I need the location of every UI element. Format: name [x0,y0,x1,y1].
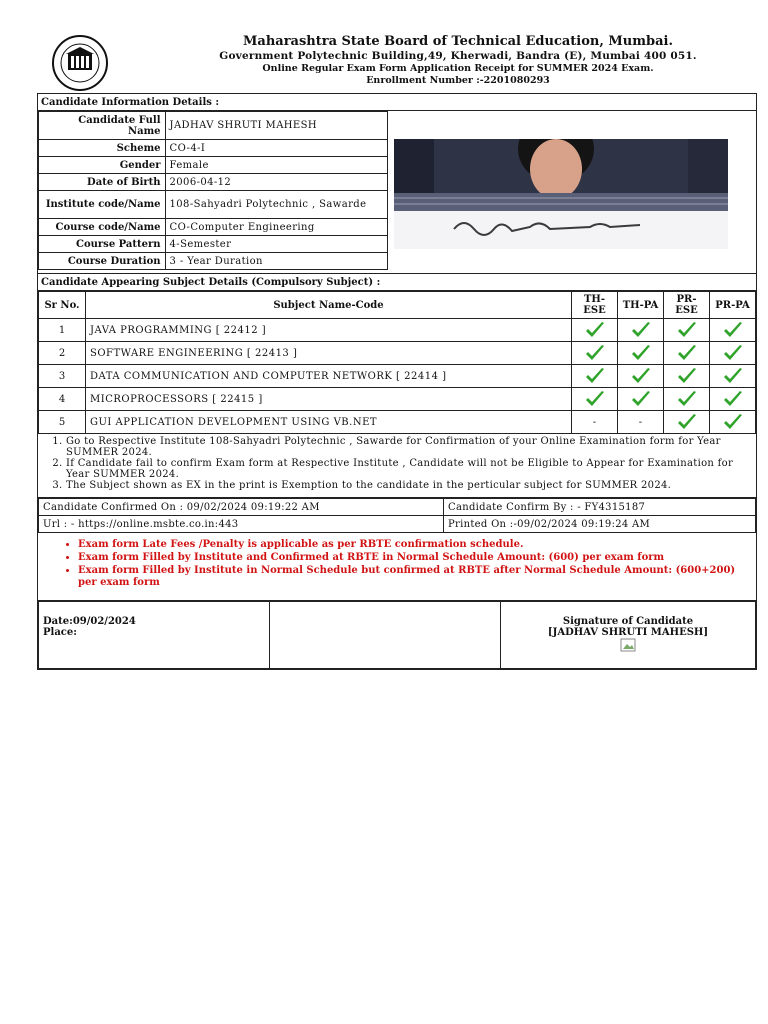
th-ese-cell: - [572,411,618,434]
check-icon [585,321,605,339]
check-icon [631,367,651,385]
value-full-name: JADHAV SHRUTI MAHESH [165,112,387,140]
warning-item: • Exam form Filled by Institute and Confirmed at RBTE in Normal Schedule Amount: (600) per exam form [78,552,750,564]
value-course-code: CO-Computer Engineering [165,219,387,236]
subject-name: MICROPROCESSORS [ 22415 ] [86,388,572,411]
subjects-section-title: Candidate Appearing Subject Details (Compulsory Subject) : [38,274,756,291]
warning-item: • Exam form Filled by Institute in Normal Schedule but confirmed at RBTE after Normal Schedule Amount: (600+200) per exam form [78,565,750,589]
subject-sr-no: 2 [39,342,86,365]
check-icon [585,390,605,408]
pr-ese-cell [664,388,710,411]
receipt-title: Online Regular Exam Form Application Receipt for SUMMER 2024 Exam. [262,63,654,74]
col-th-ese: TH-ESE [572,292,618,319]
check-icon [677,413,697,431]
check-icon [723,367,743,385]
subject-name: GUI APPLICATION DEVELOPMENT USING VB.NET [86,411,572,434]
candidate-info-table [38,111,388,270]
signature-name: [JADHAV SHRUTI MAHESH] [547,627,709,638]
subject-sr-no: 4 [39,388,86,411]
value-course-pattern: 4-Semester [165,236,387,253]
date-text: Date:09/02/2024 [43,616,136,627]
subject-name: JAVA PROGRAMMING [ 22412 ] [86,319,572,342]
subject-row [39,411,756,434]
value-institute: 108-Sahyadri Polytechnic , Sawarde [165,191,387,219]
subject-name: DATA COMMUNICATION AND COMPUTER NETWORK [ 22414 ] [86,365,572,388]
subject-sr-no: 3 [39,365,86,388]
th-ese-cell [572,365,618,388]
th-ese-cell [572,388,618,411]
confirm-by: Candidate Confirm By : - FY4315187 [444,499,756,516]
url-text: Url : - https://online.msbte.co.in:443 [39,516,444,533]
check-icon [723,344,743,362]
check-icon [631,344,651,362]
check-icon [677,367,697,385]
warning-item: • Exam form Late Fees /Penalty is applicable as per RBTE confirmation schedule. [78,539,750,551]
value-scheme: CO-4-I [165,140,387,157]
col-pr-ese: PR-ESE [664,292,710,319]
label-course-pattern: Course Pattern [39,236,166,253]
th-pa-cell: - [618,411,664,434]
th-pa-cell [618,319,664,342]
check-icon [723,390,743,408]
th-ese-cell [572,319,618,342]
pr-ese-cell [664,411,710,434]
candidate-photo-image [394,139,728,249]
subject-name: SOFTWARE ENGINEERING [ 22413 ] [86,342,572,365]
confirmed-on: Candidate Confirmed On : 09/02/2024 09:19:22 AM [39,499,444,516]
msbte-logo [42,34,118,92]
pr-ese-cell [664,319,710,342]
candidate-photo [394,139,728,249]
check-icon [723,413,743,431]
th-pa-cell [618,365,664,388]
enrollment-number: Enrollment Number :-2201080293 [366,75,550,86]
board-address: Government Polytechnic Building,49, Kherwadi, Bandra (E), Mumbai 400 051. [219,50,697,62]
label-institute: Institute code/Name [39,191,166,219]
label-course-duration: Course Duration [39,253,166,270]
instruction-item: 1. Go to Respective Institute 108-Sahyadri Polytechnic , Sawarde for Confirmation of your Online Examination form for Year SUMMER 2024. [66,436,752,458]
pr-pa-cell [710,319,756,342]
check-icon [585,344,605,362]
pr-pa-cell [710,388,756,411]
pr-pa-cell [710,411,756,434]
fee-warnings [38,533,756,601]
label-scheme: Scheme [39,140,166,157]
col-subject-name: Subject Name-Code [86,292,572,319]
check-icon [723,321,743,339]
label-gender: Gender [39,157,166,174]
subject-row [39,365,756,388]
th-pa-cell [618,342,664,365]
subject-row [39,319,756,342]
col-th-pa: TH-PA [618,292,664,319]
value-course-duration: 3 - Year Duration [165,253,387,270]
subjects-table [38,291,756,434]
check-icon [677,321,697,339]
signature-cell [501,602,756,669]
pr-ese-cell [664,365,710,388]
value-gender: Female [165,157,387,174]
date-place-cell [39,602,270,669]
subject-row [39,342,756,365]
pr-pa-cell [710,342,756,365]
check-icon [585,367,605,385]
document-header [38,34,758,92]
place-text: Place: [43,627,77,638]
blank-cell [270,602,501,669]
instructions-list [38,434,756,498]
confirmation-table [38,498,756,533]
signature-label: Signature of Candidate [562,616,694,627]
check-icon [631,321,651,339]
th-pa-cell [618,388,664,411]
col-pr-pa: PR-PA [710,292,756,319]
subject-row [39,388,756,411]
th-ese-cell [572,342,618,365]
label-full-name: Candidate Full Name [39,112,166,140]
instruction-item: 2. If Candidate fail to confirm Exam form at Respective Institute , Candidate will not be Eligible to Appear for Examination for Year SUMMER 2024. [66,458,752,480]
check-icon [677,344,697,362]
signature-table [38,601,756,669]
col-sr-no: Sr No. [39,292,86,319]
pr-pa-cell [710,365,756,388]
instruction-item: 3. The Subject shown as EX in the print is Exemption to the candidate in the perticular subject for SUMMER 2024. [66,480,752,491]
subject-sr-no: 1 [39,319,86,342]
board-title: Maharashtra State Board of Technical Education, Mumbai. [243,34,673,49]
label-course-code: Course code/Name [39,219,166,236]
printed-on: Printed On :-09/02/2024 09:19:24 AM [444,516,756,533]
candidate-section-title: Candidate Information Details : [38,94,756,111]
check-icon [677,390,697,408]
broken-image-icon [620,638,636,652]
receipt-frame [37,93,757,670]
label-dob: Date of Birth [39,174,166,191]
value-dob: 2006-04-12 [165,174,387,191]
pr-ese-cell [664,342,710,365]
subject-sr-no: 5 [39,411,86,434]
check-icon [631,390,651,408]
